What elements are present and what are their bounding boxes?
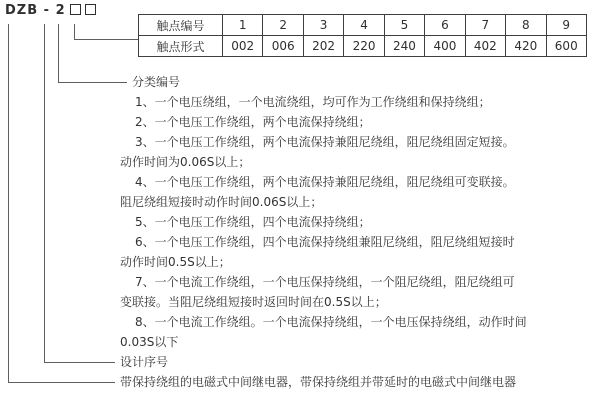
- connector-classification-horizontal: [58, 82, 127, 83]
- classification-line: 3、一个电压工作绕组，两个电流保持兼阻尼绕组，阻尼绕组固定短接。: [135, 135, 515, 149]
- classification-line: 4、一个电压工作绕组，两个电流保持兼阻尼绕组，阻尼绕组可变联接。: [135, 175, 515, 189]
- connector-contact-table-horizontal: [74, 39, 138, 40]
- classification-line: 6、一个电压工作绕组，四个电流保持绕组兼阻尼绕组，阻尼绕组短接时: [135, 235, 515, 249]
- contact-number-cell: 7: [465, 15, 505, 36]
- classification-line: 7、一个电流工作绕组，一个电压保持绕组，一个阻尼绕组，阻尼绕组可: [135, 275, 515, 289]
- classification-line: 动作时间为0.06S以上；: [120, 155, 251, 169]
- contact-form-cell: 402: [465, 36, 505, 57]
- contact-number-cell: 6: [425, 15, 465, 36]
- contact-form-cell: 220: [344, 36, 384, 57]
- contact-form-row: [139, 36, 587, 57]
- connector-design-serial-vertical: [44, 24, 45, 362]
- classification-line: 阻尼绕组短接时动作时间0.06S以上；: [120, 195, 323, 209]
- connector-relay-type-vertical: [8, 24, 9, 382]
- model-code: [5, 3, 96, 18]
- classification-line: 2、一个电压工作绕组，两个电流保持绕组；: [135, 115, 371, 129]
- connector-design-serial-horizontal: [44, 362, 115, 363]
- contact-form-cell: 202: [303, 36, 343, 57]
- contact-form-cell: 240: [384, 36, 424, 57]
- contact-number-cell: 1: [223, 15, 263, 36]
- model-code-box-2: [85, 4, 96, 15]
- classification-line: 动作时间0.5S以上；: [120, 255, 231, 269]
- contact-number-cell: 5: [384, 15, 424, 36]
- connector-contact-table-vertical: [74, 24, 75, 39]
- contact-number-cell: 3: [303, 15, 343, 36]
- classification-heading: 分类编号: [132, 75, 181, 89]
- model-code-box-1: [70, 4, 81, 15]
- classification-line: 5、一个电压工作绕组，四个电流保持绕组；: [135, 215, 371, 229]
- design-serial-heading: 设计序号: [120, 355, 169, 369]
- classification-line: 0.03S以下: [120, 335, 179, 349]
- contact-number-cell: 8: [506, 15, 546, 36]
- connector-classification-vertical: [58, 24, 59, 82]
- classification-line: 8、一个电流工作绕组。一个电流保持绕组，一个电压保持绕组，动作时间: [135, 315, 527, 329]
- contact-form-cell: 002: [223, 36, 263, 57]
- contact-number-row: [139, 15, 587, 36]
- contact-form-cell: 600: [546, 36, 587, 57]
- contact-number-cell: 9: [546, 15, 587, 36]
- model-code-prefix: DZB - 2: [5, 3, 66, 18]
- contact-form-cell: 006: [263, 36, 303, 57]
- contact-number-cell: 4: [344, 15, 384, 36]
- classification-line: 1、一个电压绕组，一个电流绕组，均可作为工作绕组和保持绕组；: [135, 95, 491, 109]
- contact-table: [138, 14, 587, 57]
- contact-form-cell: 420: [506, 36, 546, 57]
- relay-type-description: 带保持绕组的电磁式中间继电器，带保持绕组并带延时的电磁式中间继电器: [120, 375, 517, 389]
- contact-form-cell: 400: [425, 36, 465, 57]
- contact-number-cell: 2: [263, 15, 303, 36]
- classification-line: 变联接。当阻尼绕组短接时返回时间在0.5S以上；: [120, 295, 387, 309]
- connector-relay-type-horizontal: [8, 382, 115, 383]
- contact-form-row-label: 触点形式: [139, 36, 223, 57]
- contact-number-row-label: 触点编号: [139, 15, 223, 36]
